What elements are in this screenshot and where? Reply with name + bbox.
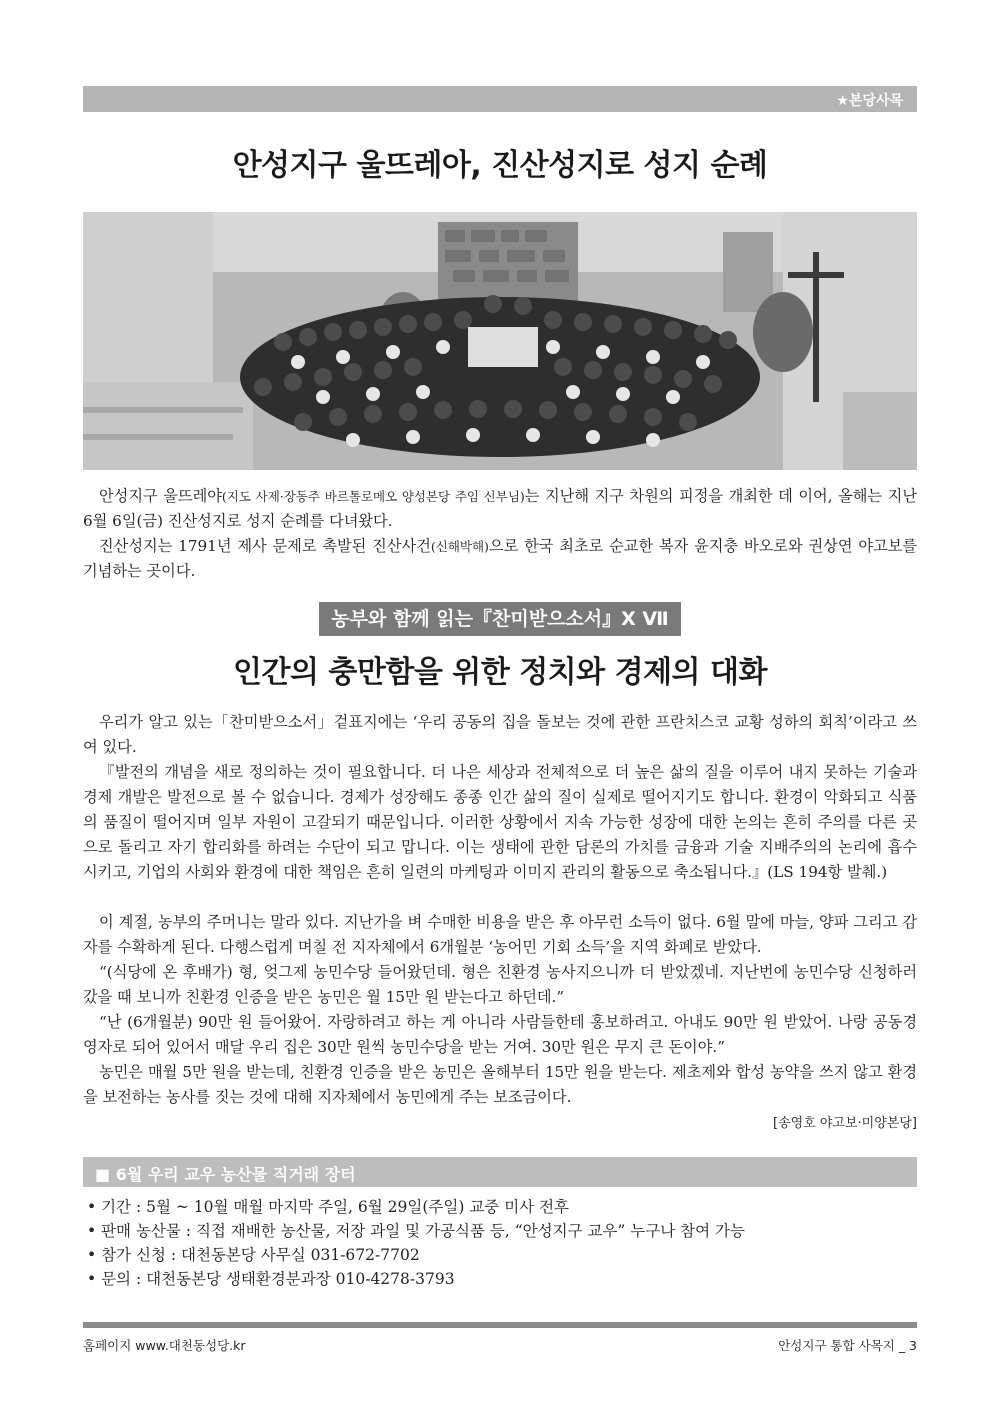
article2-paragraph-3: 이 계절, 농부의 주머니는 말라 있다. 지난가을 벼 수매한 비용을 받은 후 아무런 소득이 없다. 6월 말에 마늘, 양파 그리고 감자를 수확하게 된다. 다행스럽게 며칠 전 지자체에서 6개월분 ‘농어민 기회 소득’을 지역 화폐로 받았다. [83, 913, 917, 956]
article1-paragraph-2: 진산성지는 1791년 제사 문제로 촉발된 진산사건(신해박해)으로 한국 최초로 순교한 복자 윤지충 바오로와 권상연 야고보를 기념하는 곳이다. [83, 537, 917, 580]
series-badge: 농부와 함께 읽는『찬미받으소서』Ⅹ Ⅶ [319, 602, 680, 636]
market-item-inquiry: • 문의 : 대천동본당 생태환경분과장 010-4278-3793 [87, 1270, 455, 1288]
section-header-bar [83, 86, 917, 112]
article2-paragraph-2: 『발전의 개념을 새로 정의하는 것이 필요합니다. 더 나은 세상과 전체적으로 더 높은 삶의 질을 이루어 내지 못하는 기술과 경제 개발은 발전으로 볼 수 없습니다. 경제가 성장해도 종종 인간 삶의 질이 실제로 떨어지기도 합니다. 환경이 악화되고 식품의 품질이 떨어지며 일부 자원이 고갈되기 때문입니다. 이러한 상황에서 지속 가능한 성장에 대한 논의는 흔히 주의를 다른 곳으로 돌리고 자기 합리화를 하려는 수단이 되고 맙니다. 이는 생태에 관한 담론의 가치를 금융과 기술 지배주의의 논리에 흡수시키고, 기업의 사회와 환경에 대한 책임은 흔히 일련의 마케팅과 이미지 관리의 활동으로 축소됩니다.』(LS 194항 발췌.) [83, 763, 917, 881]
market-item-registration: • 참가 신청 : 대천동본당 사무실 031-672-7702 [87, 1246, 420, 1264]
group-photo [83, 212, 917, 470]
article2-paragraph-1: 우리가 알고 있는「찬미받으소서」겉표지에는 ‘우리 공동의 집을 돌보는 것에 관한 프란치스코 교황 성하의 회칙’이라고 쓰여 있다. [83, 713, 917, 756]
group-photo-illustration [83, 212, 917, 470]
article-title-laudato-si: 인간의 충만함을 위한 정치와 경제의 대화 [233, 655, 767, 690]
footer-page-number: 안성지구 통합 사목지 _ 3 [778, 1338, 917, 1353]
article2-paragraph-4: “(식당에 온 후배가) 형, 엊그제 농민수당 들어왔던데. 형은 친환경 농사지으니까 더 받았겠네. 지난번에 농민수당 신청하러 갔을 때 보니까 친환경 인증을 받은 농민은 월 15만 원 받는다고 하던데.” [83, 963, 917, 1006]
author-signature: [송영호 야고보·미양본당] [773, 1116, 917, 1131]
article2-paragraph-6: 농민은 매월 5만 원을 받는데, 친환경 인증을 받은 농민은 올해부터 15만 원을 받는다. 제초제와 합성 농약을 쓰지 않고 환경을 보전하는 농사를 짓는 것에 대해 지자체에서 농민에게 주는 보조금이다. [83, 1063, 917, 1106]
article1-paragraph-1: 안성지구 울뜨레야(지도 사제·장동주 바르톨로메오 양성본당 주임 신부님)는 지난해 지구 차원의 피정을 개최한 데 이어, 올해는 지난 6월 6일(금) 진산성지로 성지 순례를 다녀왔다. [83, 487, 917, 530]
article2-paragraph-5: “난 (6개월분) 90만 원 들어왔어. 자랑하려고 하는 게 아니라 사람들한테 홍보하려고. 아내도 90만 원 받았어. 나랑 공동경영자로 되어 있어서 매달 우리 집은 30만 원씩 농민수당을 받는 거여. 30만 원은 무지 큰 돈이야.” [83, 1013, 917, 1056]
series-badge-wrapper [83, 602, 917, 636]
market-header-bar [83, 1157, 917, 1187]
market-item-products: • 판매 농산물 : 직접 재배한 농산물, 저장 과일 및 가공식품 등, “안성지구 교우” 누구나 참여 가능 [87, 1222, 745, 1240]
footer-homepage: 홈페이지 www.대천동성당.kr [83, 1338, 246, 1353]
market-info-list [87, 1195, 917, 1291]
section-label: ★본당사목 [836, 93, 903, 109]
market-title: ■ 6월 우리 교우 농산물 직거래 장터 [95, 1165, 356, 1184]
market-item-period: • 기간 : 5월 ~ 10월 매월 마지막 주일, 6월 29일(주일) 교중 미사 전후 [87, 1198, 570, 1216]
footer-divider [83, 1322, 917, 1328]
article-title-pilgrimage: 안성지구 울뜨레아, 진산성지로 성지 순례 [232, 148, 768, 183]
